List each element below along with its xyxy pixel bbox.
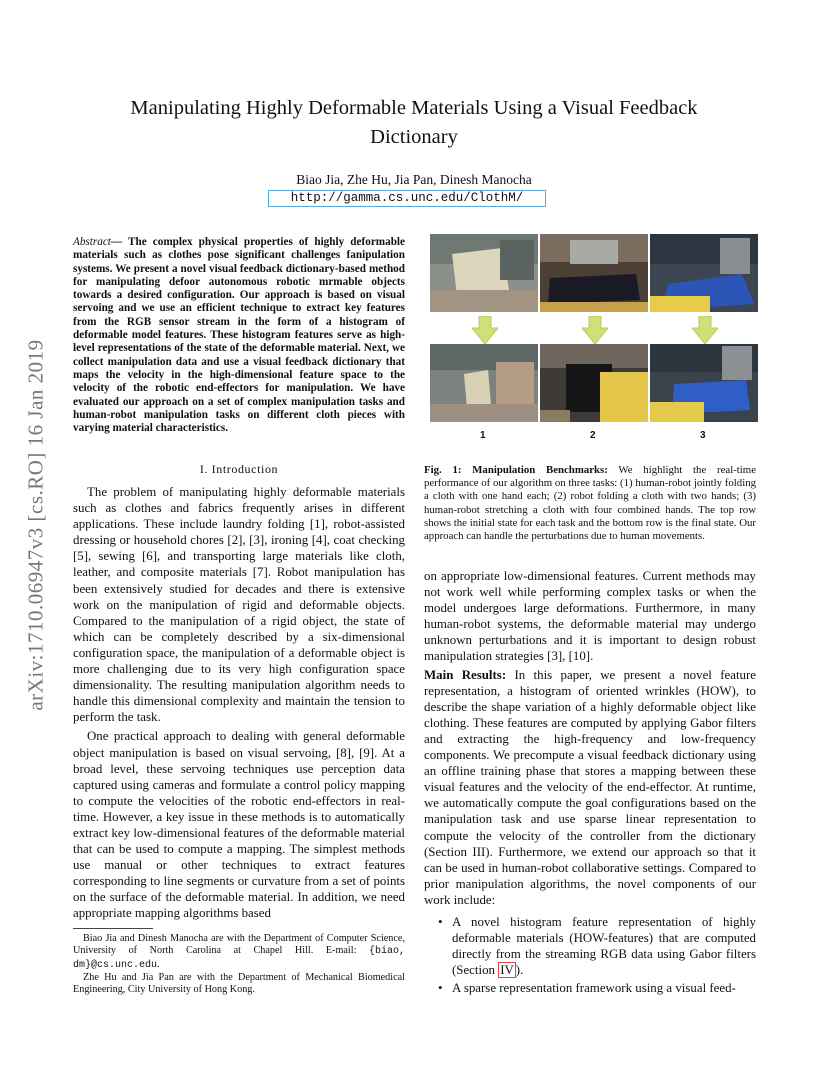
section-heading-introduction: I. Introduction (199, 462, 279, 476)
footnote-affiliation-2: Zhe Hu and Jia Pan are with the Department of Mechanical Biomedical Engineering, City University of Hong Kong. (73, 971, 405, 996)
footnote-1-email: {biao, dm}@cs.unc.edu (73, 946, 405, 971)
right-paragraph-1: on appropriate low-dimensional features. Current methods may not work well while performing complex tasks or when the model undergoes large deformations. Furthermore, in many human-robot systems, the deformable material may undergo unknown perturbations and it is important to design robust manipulation strategies [3], [10]. (424, 569, 756, 664)
photo-task3-final (650, 344, 758, 422)
photo-task2-initial (540, 234, 648, 312)
abstract (73, 236, 405, 435)
caption-label: Fig. 1: Manipulation Benchmarks: (424, 464, 608, 476)
left-column-body (73, 484, 405, 922)
footnote-1-end: . (157, 958, 160, 970)
abstract-label: Abstract (73, 236, 111, 248)
list-item (438, 914, 756, 978)
figure-label-1: 1 (480, 430, 486, 441)
main-results-label: Main Results: (424, 667, 507, 682)
photo-task3-initial (650, 234, 758, 312)
main-results-paragraph (424, 667, 756, 908)
figure-1-manipulation-benchmarks (428, 234, 758, 442)
contributions-list (424, 914, 756, 996)
arxiv-identifier: arXiv:1710.06947v3 [cs.RO] 16 Jan 2019 (23, 339, 48, 711)
arxiv-sidebar (14, 290, 58, 760)
right-column-body (424, 568, 756, 996)
down-arrow-icon (472, 316, 498, 344)
footnote-1-text: Biao Jia and Dinesh Manocha are with the Department of Computer Science, University of North Carolina at Chapel Hill. E-mail: (73, 933, 405, 957)
figure-label-2: 2 (590, 430, 596, 441)
down-arrow-icon (692, 316, 718, 344)
bullet-1-end: ). (515, 963, 524, 978)
footnote-affiliation-1 (73, 933, 405, 972)
footnote-divider (73, 928, 153, 929)
intro-paragraph-1: The problem of manipulating highly deformable materials such as clothes and fabrics frequently arises in different applications. These include laundry folding [1], robot-assisted dressing or household chores [2], [3], ironing [4], coat checking [5], sewing [6], and transporting large materials like cloth, leather, and composite materials [7]. Robot manipulation has been extensively studied for decades and there is extensive work on the manipulation of rigid and deformable objects. Compared to the manipulation of a rigid object, the state of which can be completely described by a six-dimensional configuration space, the manipulation of a deformable object is more challenging due to its very high configuration space dimensionality. The resulting manipulation algorithm needs to handle this dimensional complexity and maintain the tension to perform the task. (73, 485, 405, 725)
abstract-text: — The complex physical properties of highly deformable materials such as clothes pose significant challenges fanipulation systems. We present a novel visual feedback dictionary-based method for manipulating defoor autonomous robotic mrmable objects towards a desired configuration. Our approach is based on visual servoing and we use an efficient technique to extract key features from the RGB sensor stream in the form of a histogram of deformable model features. These histogram features serve as high-level representations of the state of the deformable material. Next, we collect manipulation data and use a visual feedback dictionary that maps the velocity in the high-dimensional feature space to the velocity of the robotic end-effectors for manipulation. We have evaluated our approach on a set of complex manipulation tasks and human-robot manipulation tasks on different cloth pieces with varying material characteristics. (73, 236, 405, 435)
photo-task2-final (540, 344, 648, 422)
photo-task1-initial (430, 234, 538, 312)
section-ref-link[interactable]: IV (500, 963, 514, 978)
list-item (438, 980, 756, 996)
caption-text: We highlight the real-time performance of our algorithm on three tasks: (1) human-robot jointly folding a cloth with one hand each; (2) robot folding a cloth with two hands; (3) human-robot stretching a cloth with four combined hands. The top row shows the initial state for each task and the bottom row is the final state. Our approach can handle the perturbations due to human movements. (424, 464, 756, 543)
figure-1-caption (424, 464, 756, 543)
photo-task1-final (430, 344, 538, 422)
bullet-icon: • (438, 914, 443, 929)
footnotes (73, 933, 405, 996)
figure-label-3: 3 (700, 430, 706, 441)
project-url-link[interactable]: http://gamma.cs.unc.edu/ClothM/ (268, 190, 546, 207)
down-arrow-icon (582, 316, 608, 344)
bullet-1-text: A novel histogram feature representation of highly deformable materials (HOW-features) that are computed directly from the streaming RGB data using Gabor filters (Section (452, 914, 756, 978)
bullet-2-text: A sparse representation framework using a visual feed- (452, 981, 736, 996)
main-results-text: In this paper, we present a novel feature representation, a histogram of oriented wrinkles (HOW), to describe the shape variation of a highly deformable object like clothing. These features are computed by applying Gabor filters and extracting the high-frequency and low-frequency components. We precompute a visual feedback dictionary using an offline training phase that stores a mapping between these visual features and the velocity of the end-effector. At runtime, we automatically compute the goal configurations based on the manipulation task and use sparse linear representation to compute the velocity of the controller from the dictionary (Section III). Furthermore, we extend our approach so that it can be used in human-robot collaborative settings. Compared to prior manipulation algorithms, the novel components of our work include: (424, 667, 756, 907)
intro-paragraph-2: One practical approach to dealing with general deformable object manipulation is based on visual servoing, [8], [9]. At a broad level, these servoing techniques use perception data captured using cameras and formulate a control policy mapping to compute the velocities of the robotic end-effectors in real-time. However, a key issue in these methods is to automatically extract key low-dimensional features of the deformable material that can be used to compute a mapping. The simplest methods use manual or other techniques to extract features corresponding to line segments or curvature from a set of points on the surface of the deformable material. In addition, we need appropriate mapping algorithms based (73, 729, 405, 921)
paper-title: Manipulating Highly Deformable Materials Using a Visual Feedback Dictionary (130, 97, 698, 148)
bullet-icon: • (438, 981, 443, 996)
author-list: Biao Jia, Zhe Hu, Jia Pan, Dinesh Manocha (296, 172, 532, 187)
